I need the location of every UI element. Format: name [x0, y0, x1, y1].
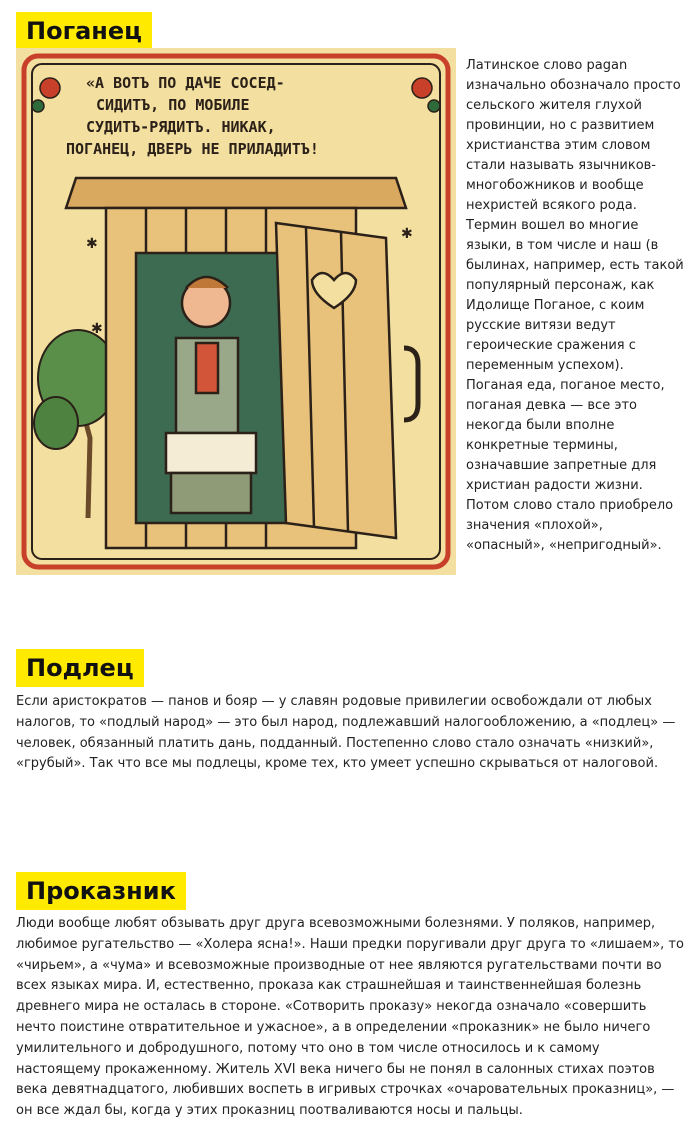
section-title-poganets: Поганец	[16, 12, 152, 50]
caption-line: СИДИТЪ, ПО МОБИЛЕ	[96, 96, 250, 114]
section-title-prokaznik: Проказник	[16, 872, 186, 910]
section-title-podlets: Подлец	[16, 649, 144, 687]
fly-icon: ✱	[86, 236, 98, 252]
caption-line: ПОГАНЕЦ, ДВЕРЬ НЕ ПРИЛАДИТЪ!	[66, 140, 319, 158]
section-text-podlets: Если аристократов — панов и бояр — у славян родовые привилегии освобождали от любых налогов, то «подлый народ» — это был народ, подлежавший налогообложению, а «подлец» — человек, обязанный платить дань, подданный. Постепенно слово стало означать «низкий», «грубый». Так что все мы подлецы, кроме тех, кто умеет успешно скрываться от налоговой.	[16, 694, 676, 772]
section-text-poganets: Латинское слово pagan изначально обозначало просто сельского жителя глухой провинции, но с развитием христианства этим словом стали называть язычников-многобожников и вообще нехристей всякого рода. Термин вошел во многие языки, в том числе и наш (в былинах, например, есть такой популярный персонаж, как Идолище Поганое, с коим русские витязи ведут героические сражения с переменным успехом). Поганая еда, поганое место, поганая девка — все это некогда были вполне конкретные термины, означавшие запретные для христиан радости жизни. Потом слово стало приобрело значения «плохой», «опасный», «непригодный».	[466, 58, 684, 553]
caption-line: «А ВОТЪ ПО ДАЧЕ СОСЕД-	[86, 74, 285, 92]
caption-line: СУДИТЪ-РЯДИТЪ. НИКАК,	[86, 118, 276, 136]
section-text-prokaznik: Люди вообще любят обзывать друг друга всевозможными болезнями. У поляков, например, любимое ругательство — «Холера ясна!». Наши предки поругивали друг друга то «лишаем», то «чирьем», а «чума» и всевозможные производные от нее являются ругательствами почти во всех языках мира. И, естественно, проказа как страшнейшая и таинственнейшая болезнь древнего мира не осталась в стороне. «Сотворить проказу» некогда означало «совершить нечто поистине отвратительное и ужасное», а в определении «проказник» не было ничего умилительного и добродушного, потому что оно в том числе относилось и к самому настоящему прокаженному. Житель XVI века ничего бы не понял в салонных стихах поэтов века девятнадцатого, любивших воспеть в игривых строчках «очаровательных проказниц», — он все ждал бы, когда у этих проказниц поотваливаются носы и пальцы.	[16, 916, 684, 1119]
outhouse-illustration	[16, 48, 456, 575]
fly-icon: ✱	[401, 226, 413, 242]
fly-icon: ✱	[91, 321, 103, 337]
